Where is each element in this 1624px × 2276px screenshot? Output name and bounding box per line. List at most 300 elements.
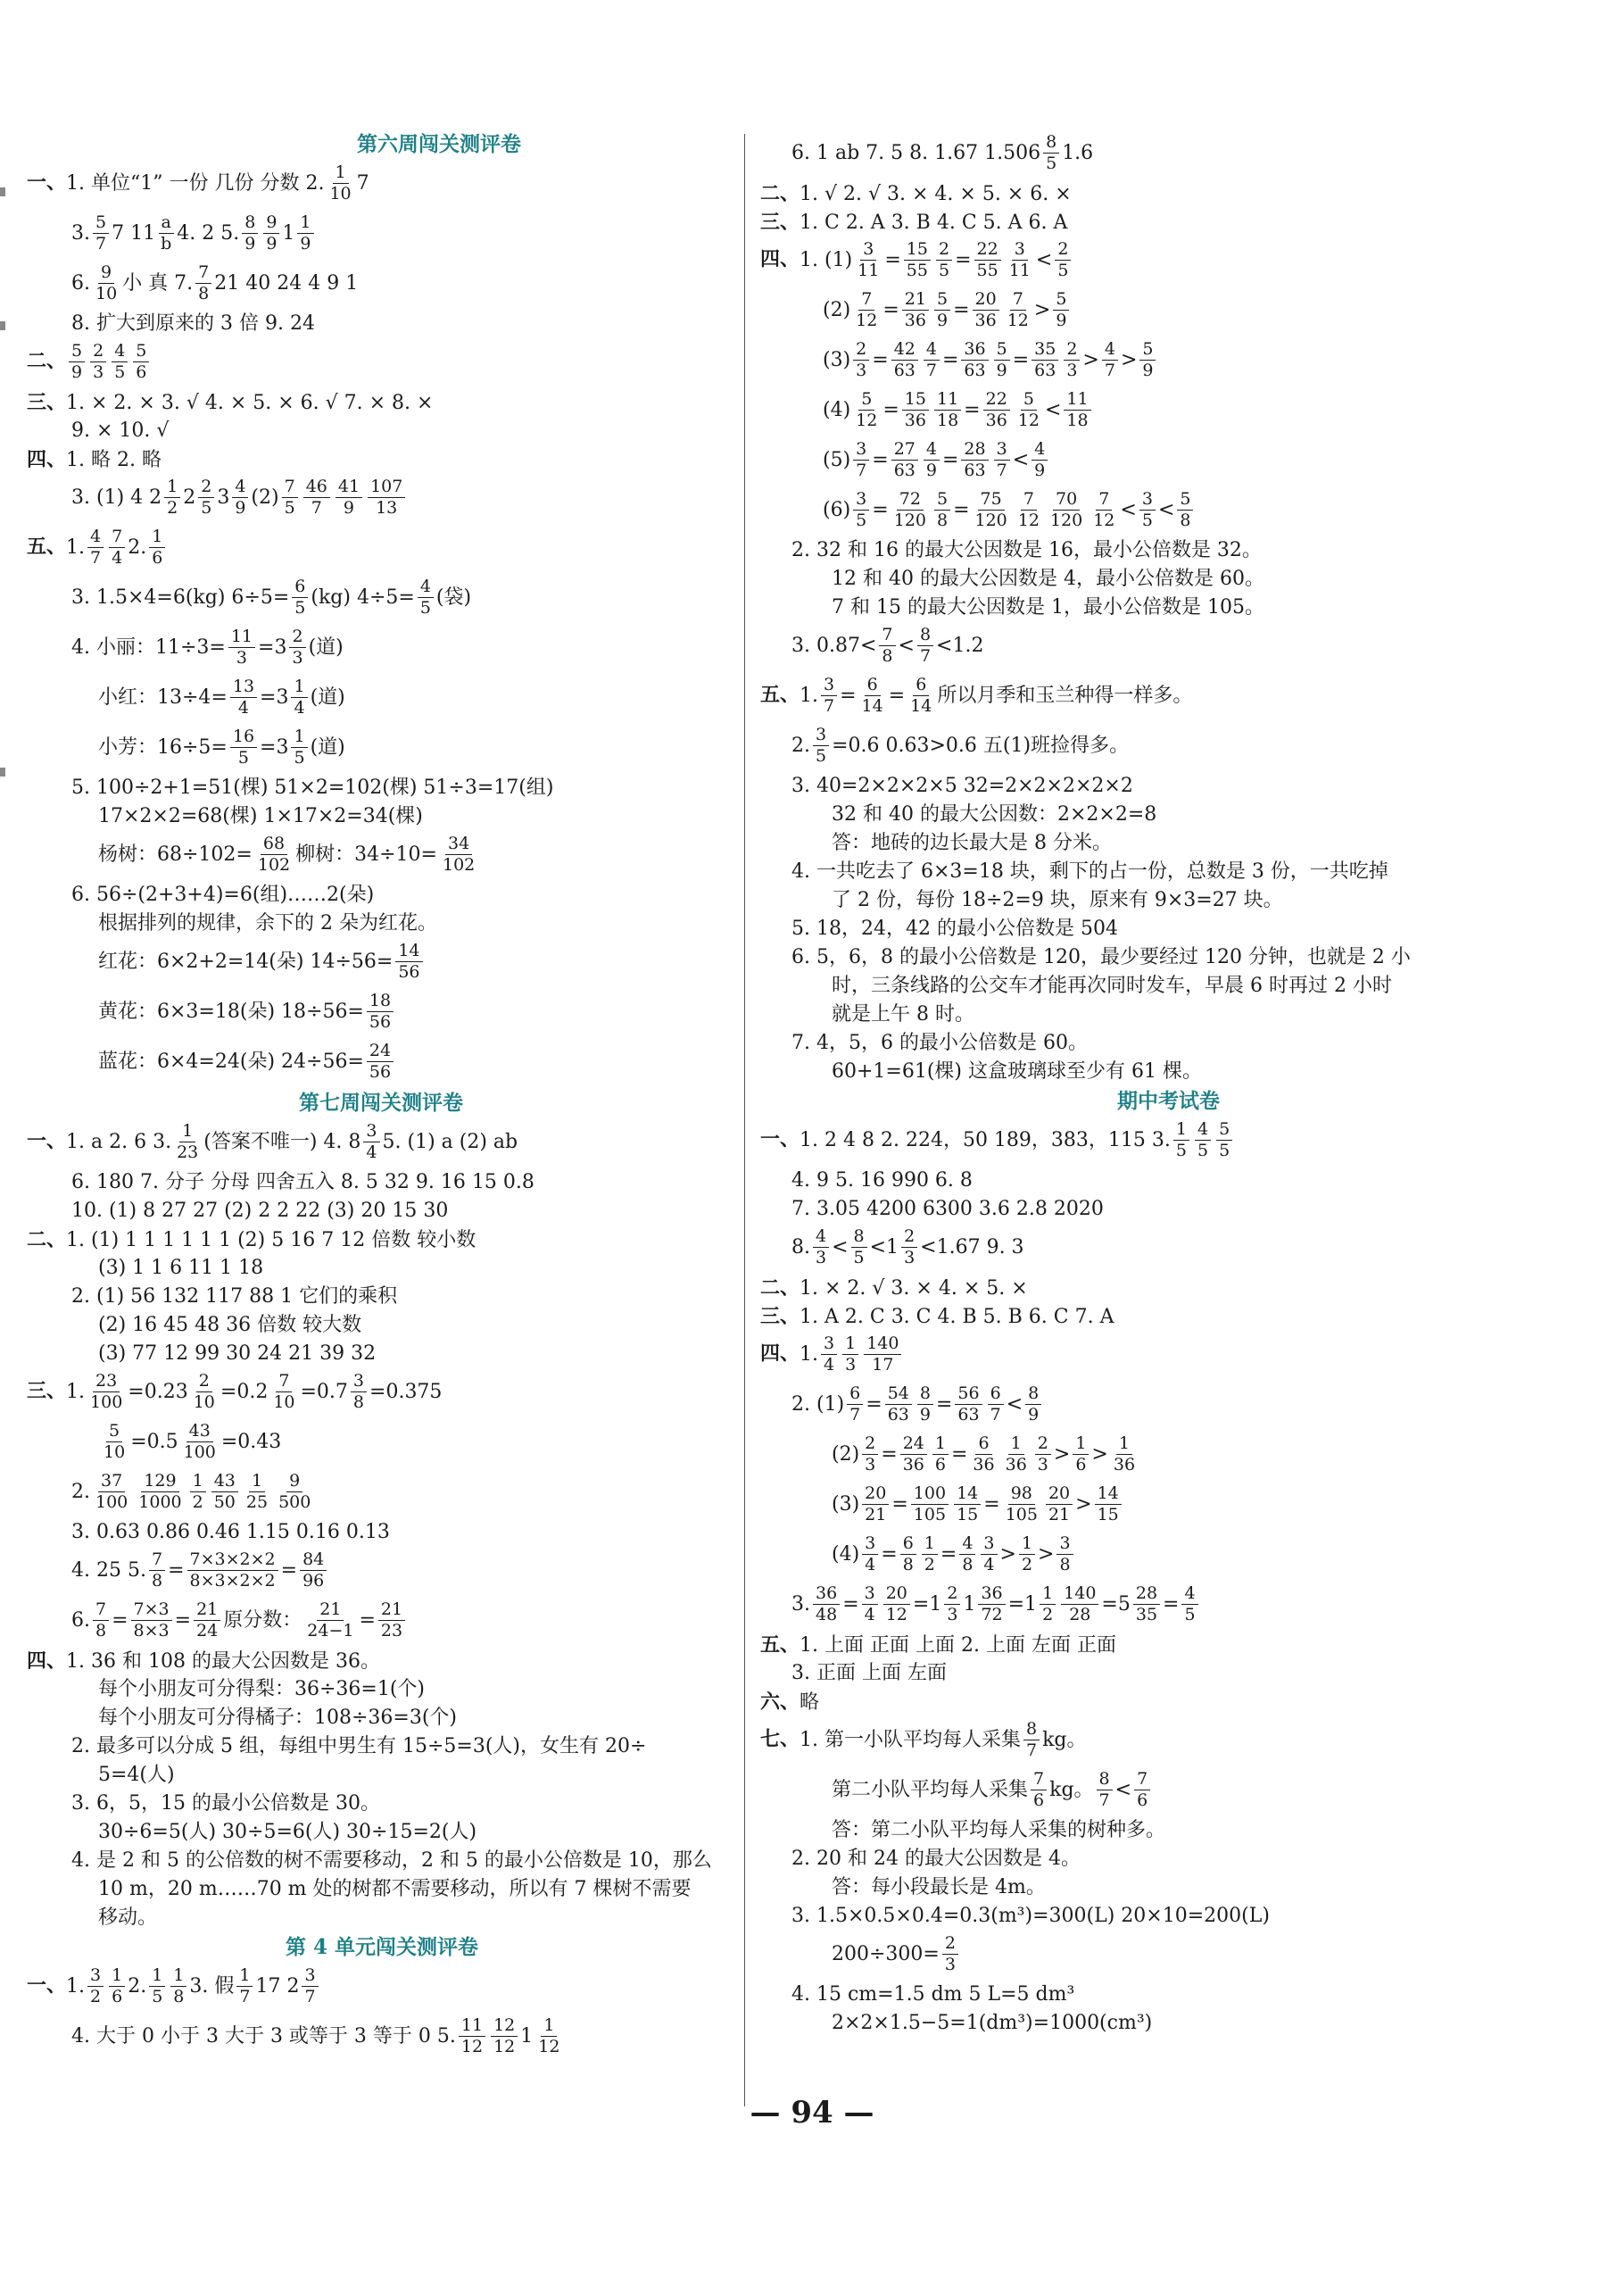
fraction — [255, 835, 293, 874]
fraction-denominator: 8 — [902, 1555, 914, 1574]
answer-line — [791, 727, 1129, 765]
fraction-numerator: 7 — [276, 1373, 292, 1392]
fraction — [270, 1373, 297, 1411]
fraction-numerator: 11 — [1064, 391, 1090, 411]
fraction-numerator: 8 — [917, 1385, 933, 1405]
fraction — [276, 1473, 313, 1511]
fraction-numerator: 5 — [1053, 291, 1069, 311]
fraction-denominator: 8 — [962, 1555, 974, 1574]
fraction-denominator: 5 — [114, 362, 126, 382]
fraction-numerator: 15 — [902, 391, 929, 411]
answer-text: 所以月季和玉兰种得一样多。 — [937, 684, 1193, 707]
fraction-denominator: 36 — [902, 1455, 924, 1474]
fraction-numerator: 11 — [228, 628, 255, 648]
answer-text: =1 — [912, 1592, 942, 1616]
answer-line — [791, 134, 1093, 172]
fraction-numerator: 7 — [1010, 291, 1026, 311]
fraction — [174, 1123, 201, 1161]
answer-line — [27, 450, 162, 470]
fraction-denominator: 5 — [856, 511, 867, 530]
fraction — [978, 1585, 1005, 1624]
fraction — [368, 478, 405, 517]
fraction — [1195, 1121, 1211, 1159]
fraction-numerator: 7×3×2×2 — [187, 1551, 278, 1571]
fraction-numerator: 14 — [395, 943, 422, 962]
answer-text: 答：地砖的边长最大是 8 分米。 — [832, 832, 1112, 854]
question-group-label: 三、 — [27, 391, 67, 414]
fraction — [1097, 1771, 1113, 1809]
fraction-denominator: 11 — [1008, 261, 1031, 280]
fraction-numerator: 8 — [1025, 1385, 1041, 1405]
fraction-denominator: 11 — [858, 261, 880, 280]
fraction-denominator: 24 — [196, 1621, 219, 1641]
fraction-numerator: 7 — [282, 478, 298, 498]
fraction-denominator: 3 — [236, 648, 247, 668]
fraction-numerator: 5 — [994, 341, 1010, 361]
answer-text: (2) — [823, 298, 851, 321]
answer-text: (kg) 4÷5= — [311, 586, 415, 609]
answer-text: 根据排列的规律，余下的 2 朵为红花。 — [98, 912, 437, 934]
fraction-numerator: 100 — [911, 1485, 949, 1505]
fraction-denominator: 6 — [1033, 1790, 1045, 1810]
answer-line — [791, 1664, 947, 1683]
answer-line — [832, 569, 1264, 589]
answer-text: 1. C 2. A 3. B 4. C 5. A 6. A — [800, 212, 1068, 234]
fraction-denominator: 9 — [1028, 1405, 1040, 1425]
answer-text: = — [1012, 348, 1030, 371]
fraction-denominator: 35 — [1135, 1605, 1158, 1624]
answer-text: 6. 5，6，8 的最小公倍数是 120，最少要经过 120 分钟，也就是 2 小 — [791, 946, 1411, 968]
fraction-numerator: 7 — [149, 1551, 165, 1571]
answer-line — [98, 835, 480, 874]
answer-line — [98, 914, 437, 934]
fraction-numerator: 9 — [263, 214, 279, 234]
fraction-numerator: 1 — [164, 478, 180, 498]
answer-text: 3. 1.5×0.5×0.4=0.3(m³)=300(L) 20×10=200(L) — [791, 1905, 1270, 1927]
fraction-numerator: 7 — [109, 528, 125, 548]
fraction-denominator: 4 — [865, 1555, 876, 1574]
answer-line — [71, 264, 358, 303]
answer-line — [832, 1535, 1076, 1574]
fraction-numerator: 1 — [249, 1473, 265, 1492]
answer-text: 答：第二小队平均每人采集的树种多。 — [832, 1819, 1166, 1841]
fraction-numerator: 2 — [1055, 241, 1071, 261]
answer-text: > — [1082, 348, 1099, 371]
fraction-denominator: 7 — [304, 1987, 316, 2006]
answer-text: (5) — [823, 448, 851, 471]
fraction-numerator: 5 — [69, 343, 85, 362]
answer-text: 2. — [791, 734, 810, 757]
fraction — [988, 1385, 1004, 1424]
fraction — [90, 343, 106, 381]
answer-line — [760, 1335, 904, 1374]
fraction-denominator: 5 — [419, 598, 431, 618]
fraction — [934, 491, 950, 529]
answer-text: =0.375 — [369, 1380, 443, 1403]
answer-line — [98, 728, 345, 767]
fraction — [934, 291, 950, 329]
fraction-numerator: 36 — [978, 1585, 1005, 1605]
fraction-denominator: 96 — [302, 1571, 325, 1591]
answer-line — [27, 1373, 442, 1411]
answer-line — [832, 2014, 1152, 2033]
fraction-numerator: 9 — [286, 1473, 302, 1492]
fraction — [1046, 1485, 1073, 1524]
fraction-denominator: 63 — [887, 1405, 909, 1425]
fraction — [303, 478, 330, 517]
fraction-denominator: 9 — [343, 498, 355, 518]
fraction-denominator: 7 — [95, 234, 107, 253]
edge-mark — [0, 321, 5, 330]
fraction-denominator: 5 — [1175, 1141, 1187, 1160]
fraction-numerator: 5 — [1177, 491, 1193, 511]
fraction-numerator: 41 — [336, 478, 362, 498]
fraction-numerator: 7 — [1031, 1771, 1047, 1790]
fraction — [922, 1535, 938, 1574]
section-heading: 第六周闯关测评卷 — [357, 132, 521, 156]
answer-text: 4. 2 5. — [177, 221, 240, 245]
fraction — [1003, 1485, 1040, 1524]
fraction-numerator: 34 — [445, 835, 472, 855]
fraction-numerator: 1 — [109, 1967, 125, 1987]
answer-text: < — [1157, 498, 1175, 521]
fraction — [1181, 1585, 1197, 1624]
answer-text: (4) — [832, 1542, 860, 1566]
answer-text: = — [882, 398, 899, 421]
fraction — [230, 728, 257, 767]
fraction — [954, 1485, 981, 1524]
fraction-denominator: 17 — [872, 1355, 894, 1375]
fraction-numerator: 54 — [885, 1385, 912, 1405]
fraction-denominator: 2 — [1021, 1555, 1033, 1574]
fraction-numerator: 5 — [934, 291, 950, 311]
answer-line — [98, 678, 345, 717]
fraction — [378, 1601, 405, 1640]
fraction-denominator: 5 — [816, 746, 827, 766]
fraction-denominator: 9 — [996, 361, 1007, 380]
fraction-numerator: 3 — [981, 1535, 997, 1555]
fraction-numerator: 1 — [1019, 1535, 1035, 1555]
column-divider — [744, 134, 745, 2106]
answer-text: 4. 15 cm=1.5 dm 5 L=5 dm³ — [791, 1983, 1075, 2006]
answer-line — [27, 1651, 380, 1672]
fraction — [970, 1435, 997, 1474]
answer-line — [832, 834, 1112, 853]
fraction-denominator: 9 — [919, 1405, 931, 1425]
fraction — [1055, 241, 1071, 279]
fraction-numerator: 1 — [333, 164, 349, 184]
fraction-numerator: 2 — [901, 1228, 917, 1248]
answer-line — [832, 1005, 974, 1025]
fraction-numerator: 140 — [864, 1335, 901, 1355]
fraction-numerator: 1 — [1008, 1435, 1024, 1455]
answer-text: > — [1091, 1442, 1108, 1466]
fraction-numerator: 22 — [983, 391, 1010, 411]
answer-text: <1.67 9. 3 — [920, 1235, 1024, 1258]
fraction-numerator: 5 — [1021, 391, 1037, 411]
fraction-numerator: 1 — [1073, 1435, 1089, 1455]
answer-line — [760, 1278, 1028, 1299]
fraction-numerator: 3 — [1012, 241, 1028, 261]
question-group-label: 二、 — [760, 1276, 800, 1300]
fraction — [924, 441, 940, 479]
answer-text: (道) — [310, 685, 345, 709]
fraction — [93, 214, 109, 253]
fraction-numerator: 3 — [821, 1335, 837, 1355]
answer-line — [791, 777, 1133, 796]
answer-line — [71, 1173, 534, 1192]
fraction — [959, 1535, 975, 1574]
answer-line — [71, 578, 471, 617]
fraction-denominator: 7 — [856, 461, 867, 480]
fraction-numerator: 107 — [368, 478, 405, 498]
fraction-numerator: 3 — [853, 491, 869, 511]
fraction — [181, 1423, 219, 1461]
fraction-numerator: 1 — [291, 678, 307, 698]
answer-text: 8. 扩大到原来的 3 倍 9. 24 — [71, 312, 315, 335]
answer-line — [98, 1765, 175, 1785]
answer-text: 4. 大于 0 小于 3 大于 3 或等于 3 等于 0 5. — [71, 2024, 456, 2048]
fraction — [292, 578, 308, 617]
fraction-denominator: 2 — [1042, 1605, 1054, 1624]
fraction — [367, 993, 394, 1031]
answer-text: 200÷300= — [832, 1942, 940, 1965]
answer-text: 了 2 份，每份 18÷2=9 块，原来有 9×3=27 块。 — [832, 889, 1283, 911]
fraction — [917, 627, 933, 665]
fraction-denominator: 8 — [1180, 511, 1191, 530]
answer-text: 2×2×1.5−5=1(dm³)=1000(cm³) — [832, 2012, 1153, 2034]
fraction-numerator: 4 — [1181, 1585, 1197, 1605]
answer-text: > — [1038, 1542, 1055, 1566]
fraction-denominator: 3 — [856, 361, 867, 380]
answer-text: = — [891, 1492, 908, 1516]
answer-line — [27, 1123, 518, 1161]
answer-text: 1. — [66, 1380, 86, 1403]
fraction-denominator: 7 — [1104, 361, 1115, 380]
answer-line — [71, 214, 317, 253]
fraction — [228, 628, 255, 667]
answer-line — [832, 1935, 961, 1973]
fraction-denominator: 10 — [193, 1392, 215, 1412]
answer-line — [760, 1121, 1235, 1159]
fraction-denominator: 4 — [237, 698, 249, 718]
fraction — [883, 1585, 910, 1624]
fraction-denominator: 9 — [235, 498, 246, 518]
fraction-numerator: 12 — [491, 2017, 518, 2037]
answer-text: 2. 最多可以分成 5 组，每组中男生有 15÷5=3(人)，女生有 20÷ — [71, 1735, 647, 1757]
answer-text: 4. 9 5. 16 990 6. 8 — [791, 1169, 973, 1192]
fraction-numerator: 2 — [1035, 1435, 1051, 1455]
fraction-numerator: 4 — [959, 1535, 975, 1555]
answer-text: 6. — [71, 271, 90, 295]
answer-line — [98, 943, 426, 981]
fraction-denominator: 63 — [893, 461, 916, 480]
fraction-numerator: 3 — [813, 727, 829, 746]
fraction-numerator: 3 — [853, 441, 869, 461]
fraction-numerator: 14 — [954, 1485, 981, 1505]
fraction-denominator: 55 — [976, 261, 998, 280]
fraction-numerator: 21 — [317, 1601, 344, 1621]
answer-text: (3) — [823, 348, 851, 371]
fraction-numerator: 2 — [936, 241, 952, 261]
answer-line — [791, 1034, 1088, 1053]
answer-text: = — [881, 1542, 898, 1566]
answer-line — [71, 1473, 316, 1511]
answer-text: 3. 0.87< — [791, 634, 877, 657]
fraction-numerator: a — [159, 214, 174, 234]
answer-text: 6. 1 ab 7. 5 8. 1.67 1.506 — [791, 141, 1041, 164]
fraction-denominator: 12 — [1093, 511, 1115, 530]
fraction-denominator: 3 — [904, 1248, 916, 1267]
fraction-numerator: 28 — [961, 441, 988, 461]
answer-text: 6. — [71, 1608, 90, 1632]
fraction-denominator: 10 — [95, 284, 118, 303]
fraction-numerator: 16 — [230, 728, 257, 748]
answer-text: 3. 假 — [189, 1974, 235, 1998]
fraction — [211, 1473, 238, 1511]
answer-line — [71, 778, 553, 798]
answer-line — [832, 1821, 1165, 1840]
answer-text: 2. 20 和 24 的最大公因数是 4。 — [791, 1848, 1081, 1870]
answer-line — [71, 478, 408, 517]
fraction — [983, 391, 1010, 429]
answer-text: 1. 单位“1” 一份 几份 分数 2. — [66, 171, 325, 195]
fraction-numerator: 18 — [367, 993, 394, 1012]
question-group-label: 三、 — [760, 211, 800, 234]
answer-text: 就是上午 8 时。 — [832, 1003, 974, 1026]
answer-text: 1. × 2. × 3. √ 4. × 5. × 6. √ 7. × 8. × — [66, 392, 434, 414]
fraction-denominator: 36 — [1005, 1455, 1027, 1474]
answer-line — [98, 1344, 376, 1364]
answer-text: 32 和 40 的最大公因数：2×2×2=8 — [832, 803, 1157, 826]
fraction — [961, 341, 988, 379]
fraction — [93, 1601, 109, 1640]
answer-text: 略 — [800, 1691, 820, 1714]
answer-text: kg。 — [1049, 1778, 1094, 1801]
fraction-numerator: 4 — [418, 578, 434, 598]
answer-line — [71, 1737, 646, 1757]
answer-text: > — [1033, 298, 1051, 321]
answer-text: 1. 略 2. 略 — [66, 449, 162, 471]
fraction-denominator: 21 — [865, 1505, 887, 1524]
fraction-denominator: 50 — [213, 1492, 236, 1512]
answer-text: 1 — [282, 221, 295, 245]
answer-line — [27, 343, 152, 381]
answer-line — [823, 491, 1196, 529]
answer-text: 10. (1) 8 27 27 (2) 2 2 22 (3) 20 15 30 — [71, 1200, 449, 1222]
fraction-numerator: 42 — [891, 341, 918, 361]
fraction-denominator: 18 — [1066, 411, 1089, 430]
answer-text: (3) — [832, 1492, 860, 1516]
answer-text: 答：每小段最长是 4m。 — [832, 1876, 1046, 1898]
fraction-denominator: 12 — [856, 411, 878, 430]
fraction — [851, 1228, 867, 1267]
answer-text: = — [884, 248, 901, 271]
fraction-denominator: 3 — [1037, 1455, 1048, 1474]
fraction — [297, 214, 313, 253]
answer-text: = — [112, 1608, 128, 1632]
fraction — [418, 578, 434, 617]
fraction-denominator: 8 — [882, 646, 893, 666]
fraction — [194, 1601, 220, 1640]
answer-line — [98, 1316, 361, 1335]
answer-text: 2. — [128, 1974, 147, 1998]
fraction — [198, 478, 214, 517]
answer-text: (2) — [251, 486, 279, 509]
fraction-numerator: 3 — [1139, 491, 1156, 511]
answer-line — [98, 1423, 281, 1461]
answer-line — [760, 184, 1072, 204]
question-group-label: 一、 — [27, 1129, 67, 1153]
answer-text: = — [1163, 1592, 1180, 1616]
fraction-denominator: 6 — [152, 548, 163, 568]
fraction-numerator: 2 — [944, 1585, 960, 1605]
answer-line — [760, 1692, 819, 1713]
fraction — [242, 214, 258, 253]
answer-text: = — [953, 298, 970, 321]
fraction-denominator: 10 — [104, 1442, 126, 1462]
fraction-denominator: 9 — [300, 234, 311, 253]
answer-text: 17 2 — [255, 1974, 300, 1998]
answer-text: =3 — [260, 685, 289, 709]
fraction — [93, 1473, 130, 1511]
fraction-numerator: 8 — [917, 627, 933, 646]
fraction-denominator: 4 — [366, 1142, 377, 1162]
fraction-numerator: 6 — [975, 1435, 991, 1455]
answer-line — [832, 1435, 1140, 1474]
fraction — [879, 627, 895, 665]
fraction — [1043, 134, 1059, 172]
fraction-numerator: 3 — [302, 1967, 318, 1987]
fraction-denominator: 7 — [239, 1987, 251, 2006]
fraction — [459, 2017, 485, 2056]
fraction-denominator: 102 — [257, 855, 291, 875]
fraction-numerator: 8 — [1043, 134, 1059, 154]
fraction-numerator: 37 — [98, 1473, 125, 1492]
fraction-denominator: 120 — [1049, 511, 1083, 530]
answer-text: 每个小朋友可分得橘子：108÷36=3(个) — [98, 1707, 458, 1729]
fraction-denominator: 5 — [938, 261, 950, 280]
answer-text: 1. 2 4 8 2. 224，50 189，383，115 3. — [800, 1128, 1171, 1151]
fraction — [944, 1585, 960, 1624]
fraction-denominator: 6 — [112, 1987, 123, 2006]
fraction-numerator: 22 — [974, 241, 1001, 261]
fraction-denominator: 2 — [167, 498, 178, 518]
question-group-label: 四、 — [760, 247, 800, 271]
answer-line — [71, 1601, 408, 1640]
answer-text: 4. 是 2 和 5 的公倍数的树不需要移动，2 和 5 的最小公倍数是 10，那么 — [71, 1849, 712, 1872]
page-footer — [0, 2095, 1624, 2131]
answer-line — [71, 1794, 380, 1814]
answer-text: (答案不唯一) 4. 8 — [203, 1130, 361, 1153]
fraction-denominator: 3 — [93, 362, 104, 382]
fraction — [69, 343, 85, 381]
fraction — [149, 1967, 165, 2006]
question-group-label: 四、 — [27, 1649, 67, 1673]
answer-text: 9. × 10. √ — [71, 419, 170, 442]
answer-text: = — [280, 1558, 298, 1582]
fraction-numerator: 7 — [1021, 491, 1037, 511]
fraction-denominator: 10 — [329, 184, 352, 204]
answer-text: = — [872, 348, 889, 371]
answer-line — [791, 1171, 973, 1191]
answer-text: 3. (1) 4 2 — [71, 486, 162, 509]
fraction — [112, 343, 128, 381]
answer-line — [832, 1062, 1202, 1082]
fraction — [291, 728, 307, 767]
fraction — [158, 214, 174, 253]
answer-text: 2. — [71, 1480, 90, 1503]
